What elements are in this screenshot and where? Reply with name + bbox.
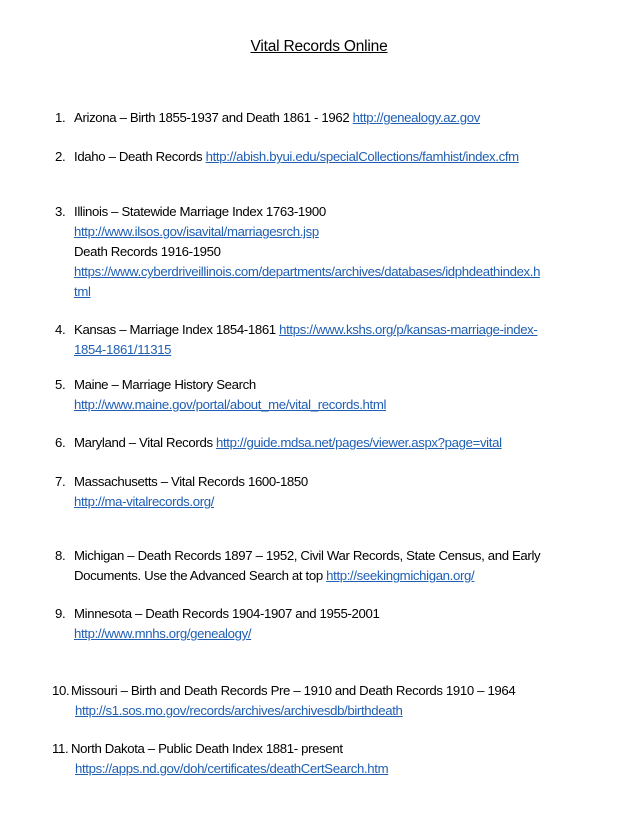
item-number: 4. <box>55 322 66 337</box>
item-link[interactable]: http://www.ilsos.gov/isavital/marriagesrch.jsp <box>74 224 319 239</box>
list-item <box>52 681 612 721</box>
item-text: Illinois – Statewide Marriage Index 1763-1900 <box>74 204 326 219</box>
list-item <box>55 147 615 167</box>
item-number: 3. <box>55 204 66 219</box>
list-item <box>55 472 615 512</box>
item-number: 10. <box>52 683 70 698</box>
item-number: 2. <box>55 149 66 164</box>
item-subtext: Death Records 1916-1950 <box>74 244 221 259</box>
item-link[interactable]: https://apps.nd.gov/doh/certificates/deathCertSearch.htm <box>75 761 389 776</box>
item-subtext: Documents. Use the Advanced Search at top <box>74 568 327 583</box>
item-text: North Dakota – Public Death Index 1881- present <box>71 741 343 756</box>
item-link[interactable]: http://seekingmichigan.org/ <box>326 568 475 583</box>
item-text: Missouri – Birth and Death Records Pre – 1910 and Death Records 1910 – 1964 <box>71 683 516 698</box>
item-text: Kansas – Marriage Index 1854-1861 <box>74 322 280 337</box>
list-item <box>55 202 615 302</box>
item-number: 1. <box>55 110 66 125</box>
item-link[interactable]: http://genealogy.az.gov <box>352 110 481 125</box>
item-number: 7. <box>55 474 66 489</box>
item-number: 8. <box>55 548 66 563</box>
item-link[interactable]: https://www.cyberdriveillinois.com/departments/archives/databases/idphdeathindex.h <box>74 264 541 279</box>
list-item <box>52 739 612 779</box>
item-number: 11. <box>52 741 69 756</box>
list-item <box>55 320 615 360</box>
list-item <box>55 604 615 644</box>
item-link-continued[interactable]: tml <box>74 284 91 299</box>
item-link-continued[interactable]: 1854-1861/11315 <box>74 342 172 357</box>
list-item <box>55 546 615 586</box>
item-link[interactable]: http://www.mnhs.org/genealogy/ <box>74 626 252 641</box>
item-number: 9. <box>55 606 66 621</box>
item-text: Michigan – Death Records 1897 – 1952, Civil War Records, State Census, and Early <box>74 548 541 563</box>
item-link[interactable]: http://guide.mdsa.net/pages/viewer.aspx?page=vital <box>216 435 502 450</box>
item-link[interactable]: http://www.maine.gov/portal/about_me/vital_records.html <box>74 397 387 412</box>
item-number: 6. <box>55 435 66 450</box>
item-number: 5. <box>55 377 66 392</box>
item-link[interactable]: https://www.kshs.org/p/kansas-marriage-index- <box>279 322 538 337</box>
item-link[interactable]: http://abish.byui.edu/specialCollections/famhist/index.cfm <box>205 149 519 164</box>
item-text: Minnesota – Death Records 1904-1907 and 1955-2001 <box>74 606 380 621</box>
item-text: Arizona – Birth 1855-1937 and Death 1861 - 1962 <box>74 110 353 125</box>
item-text: Idaho – Death Records <box>74 149 206 164</box>
item-link[interactable]: http://s1.sos.mo.gov/records/archives/archivesdb/birthdeath <box>75 703 403 718</box>
page-title: Vital Records Online <box>250 38 388 55</box>
item-text: Massachusetts – Vital Records 1600-1850 <box>74 474 308 489</box>
list-item <box>55 375 615 415</box>
item-text: Maine – Marriage History Search <box>74 377 256 392</box>
item-text: Maryland – Vital Records <box>74 435 216 450</box>
list-item <box>55 433 615 453</box>
item-link[interactable]: http://ma-vitalrecords.org/ <box>74 494 215 509</box>
list-item <box>55 108 615 128</box>
